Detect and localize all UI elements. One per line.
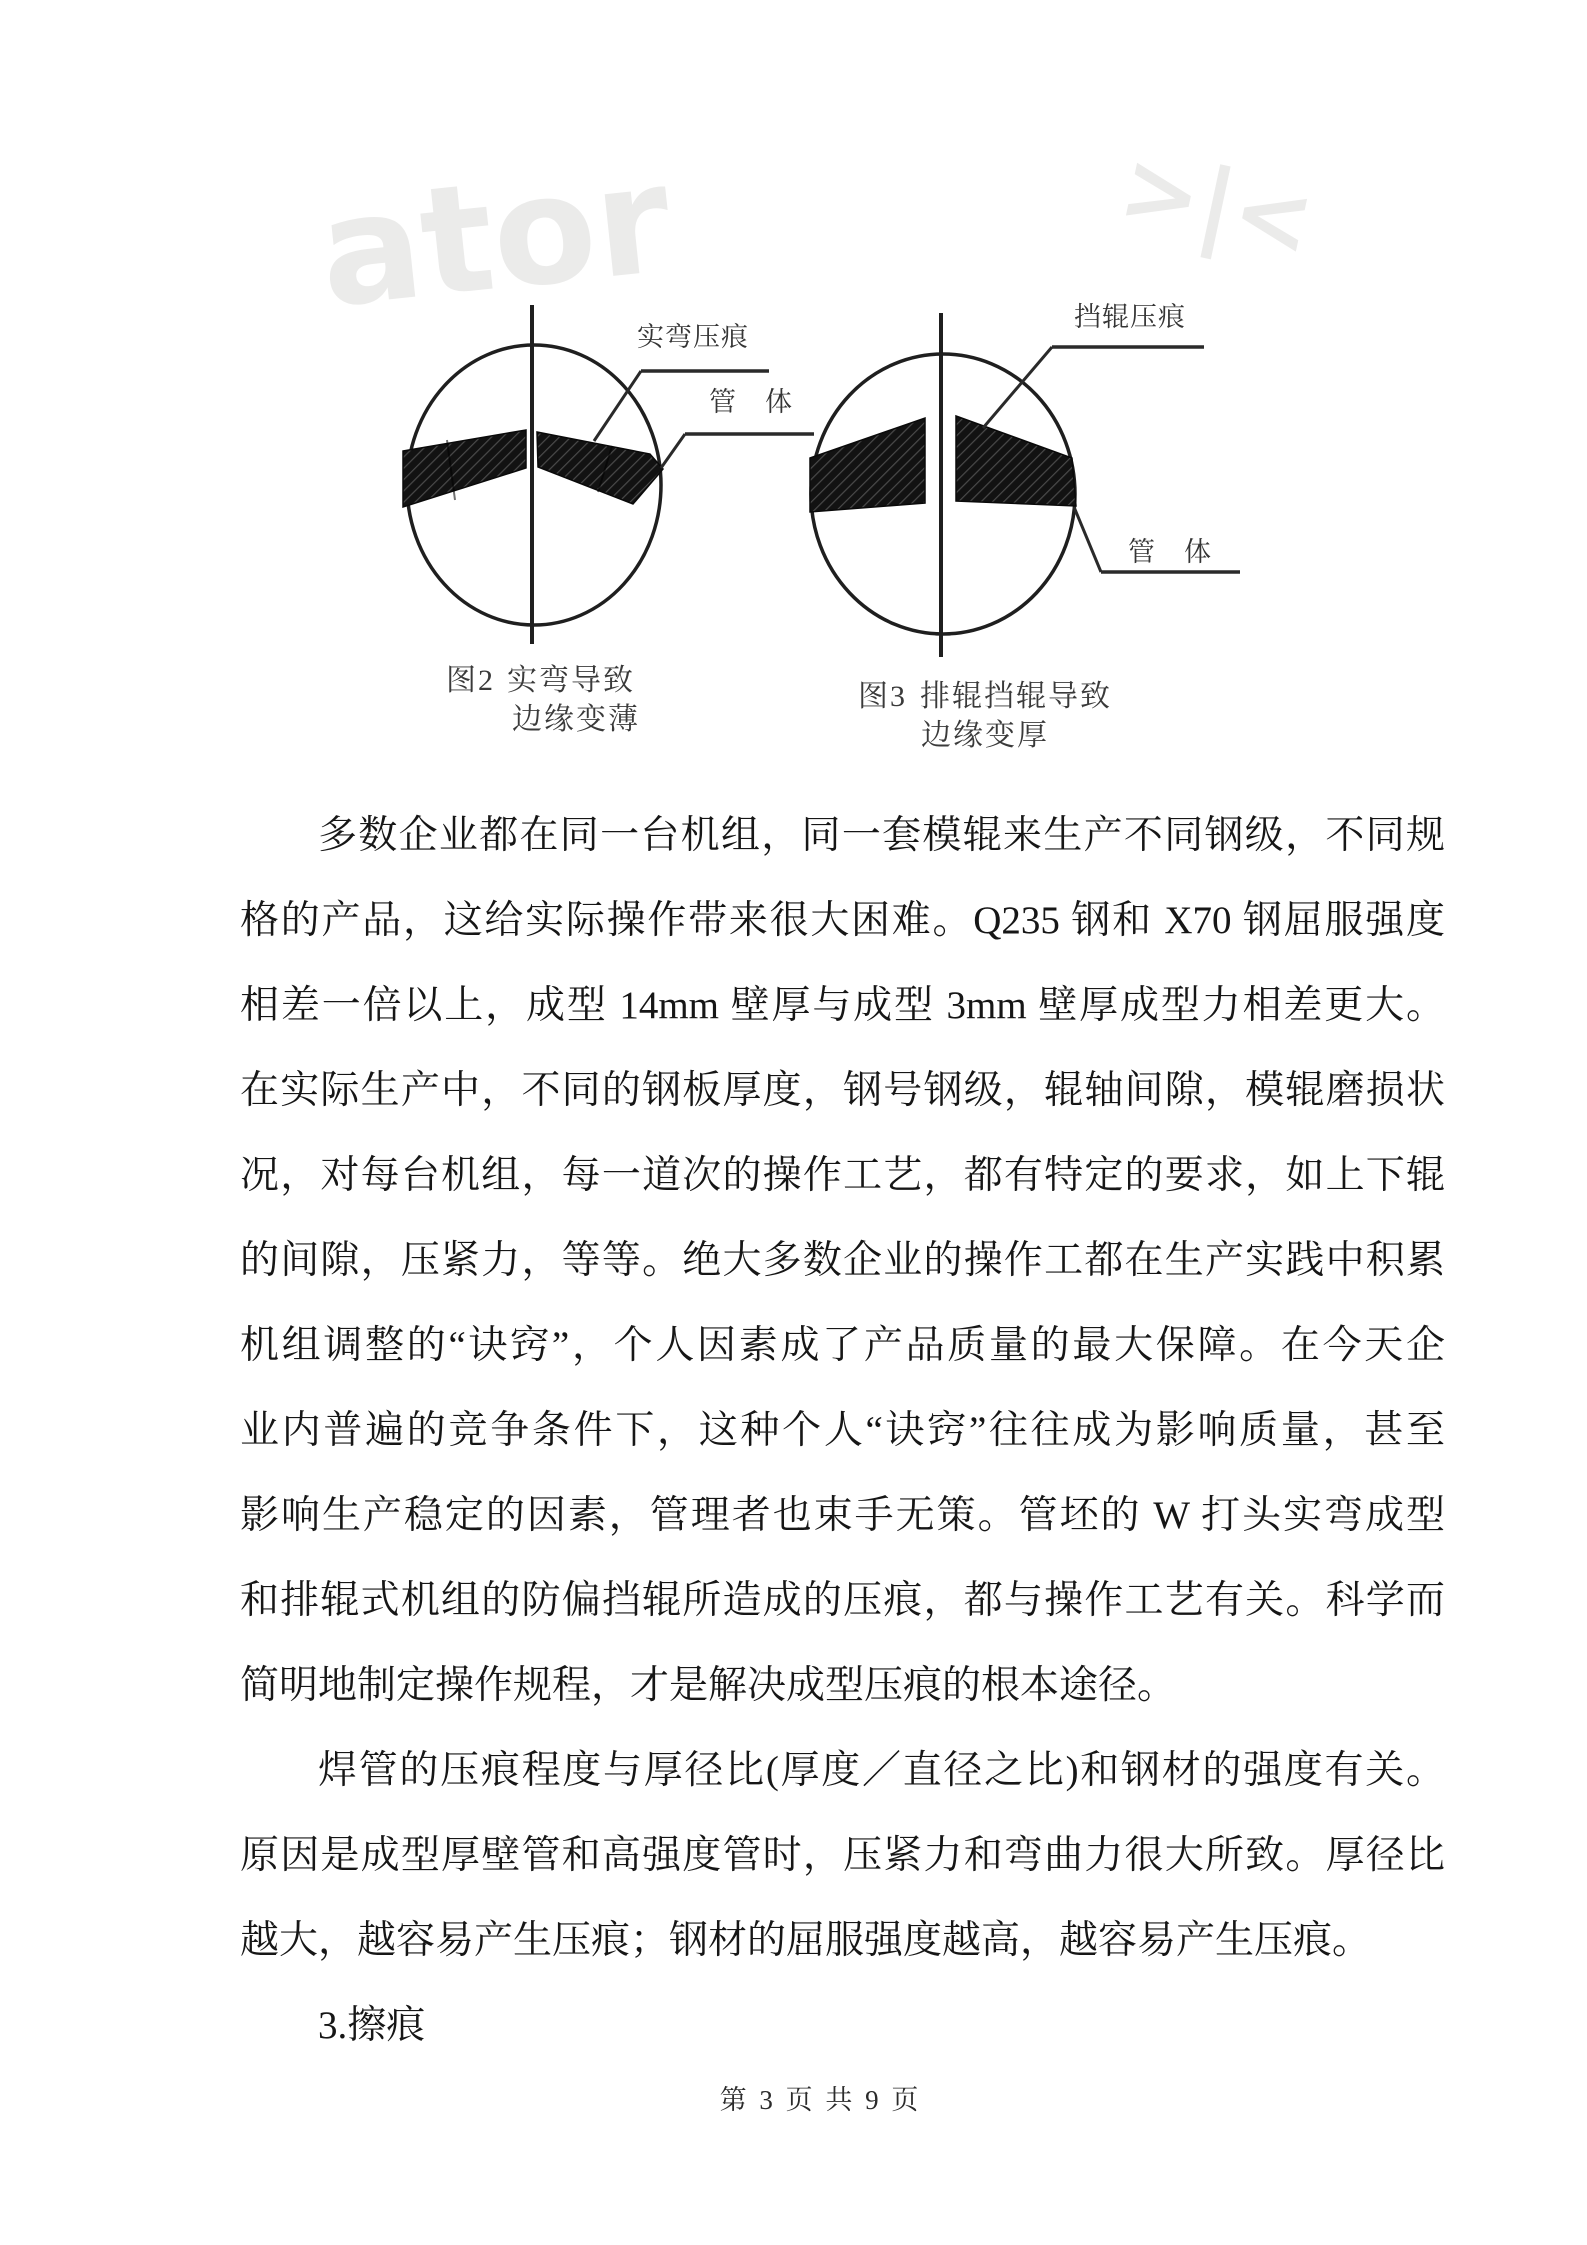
fig2-left-wedge xyxy=(403,430,526,507)
fig2-pipe-leader-diagonal xyxy=(661,434,685,468)
paragraph-line: 格的产品，这给实际操作带来很大困难。Q235 钢和 X70 钢屈服强度 xyxy=(240,899,1445,942)
paragraph-line: 3.擦痕 xyxy=(318,2004,426,2047)
fig3-diagram xyxy=(810,302,1240,752)
fig2-caption-line2: 边缘变薄 xyxy=(512,703,640,736)
watermark-fragment: >|< xyxy=(1110,131,1324,279)
fig3-caption-number: 图3 xyxy=(858,680,907,713)
paragraph-line: 影响生产稳定的因素，管理者也束手无策。管坯的 W 打头实弯成型 xyxy=(240,1494,1445,1537)
fig3-caption-line1: 排辊挡辊导致 xyxy=(920,680,1112,713)
paragraph-line: 的间隙，压紧力，等等。绝大多数企业的操作工都在生产实践中积累 xyxy=(240,1239,1445,1282)
paragraph-line: 业内普遍的竞争条件下，这种个人“诀窍”往往成为影响质量，甚至 xyxy=(240,1409,1445,1452)
fig2-dent-label: 实弯压痕 xyxy=(637,322,749,352)
paragraph-line: 机组调整的“诀窍”，个人因素成了产品质量的最大保障。在今天企 xyxy=(240,1324,1445,1367)
fig3-left-wedge xyxy=(810,418,925,512)
fig3-pipe-leader-diagonal xyxy=(1074,507,1101,572)
figure-diagrams xyxy=(0,0,1587,770)
paragraph-line: 多数企业都在同一台机组，同一套模辊来生产不同钢级，不同规 xyxy=(318,814,1445,857)
paragraph-line: 焊管的压痕程度与厚径比(厚度／直径之比)和钢材的强度有关。 xyxy=(318,1749,1445,1792)
paragraph-line: 越大，越容易产生压痕；钢材的屈服强度越高，越容易产生压痕。 xyxy=(240,1919,1372,1962)
watermark-fragment: ator xyxy=(311,132,679,342)
fig3-pipe-label: 管 体 xyxy=(1128,537,1212,567)
fig3-dent-leader-diagonal xyxy=(983,347,1052,428)
fig2-caption-number: 图2 xyxy=(446,664,495,697)
fig3-caption-line2: 边缘变厚 xyxy=(921,719,1049,752)
page-footer: 第 3 页 共 9 页 xyxy=(719,2085,922,2115)
fig2-right-wedge xyxy=(537,432,663,504)
paragraph-line: 在实际生产中，不同的钢板厚度，钢号钢级，辊轴间隙，模辊磨损状 xyxy=(240,1069,1445,1112)
paragraph-line: 相差一倍以上，成型 14mm 壁厚与成型 3mm 壁厚成型力相差更大。 xyxy=(240,984,1445,1027)
fig2-pipe-label: 管 体 xyxy=(709,387,793,417)
paragraph-line: 简明地制定操作规程，才是解决成型压痕的根本途径。 xyxy=(240,1664,1177,1707)
fig3-dent-label: 挡辊压痕 xyxy=(1074,302,1186,332)
paragraph-line: 况，对每台机组，每一道次的操作工艺，都有特定的要求，如上下辊 xyxy=(240,1154,1445,1197)
paragraph-line: 和排辊式机组的防偏挡辊所造成的压痕，都与操作工艺有关。科学而 xyxy=(240,1579,1445,1622)
paragraph-line: 原因是成型厚壁管和高强度管时，压紧力和弯曲力很大所致。厚径比 xyxy=(240,1834,1445,1877)
fig3-right-wedge xyxy=(956,416,1076,506)
fig2-caption-line1: 实弯导致 xyxy=(507,664,635,697)
fig2-diagram xyxy=(403,305,814,736)
body-text xyxy=(240,793,1445,2068)
